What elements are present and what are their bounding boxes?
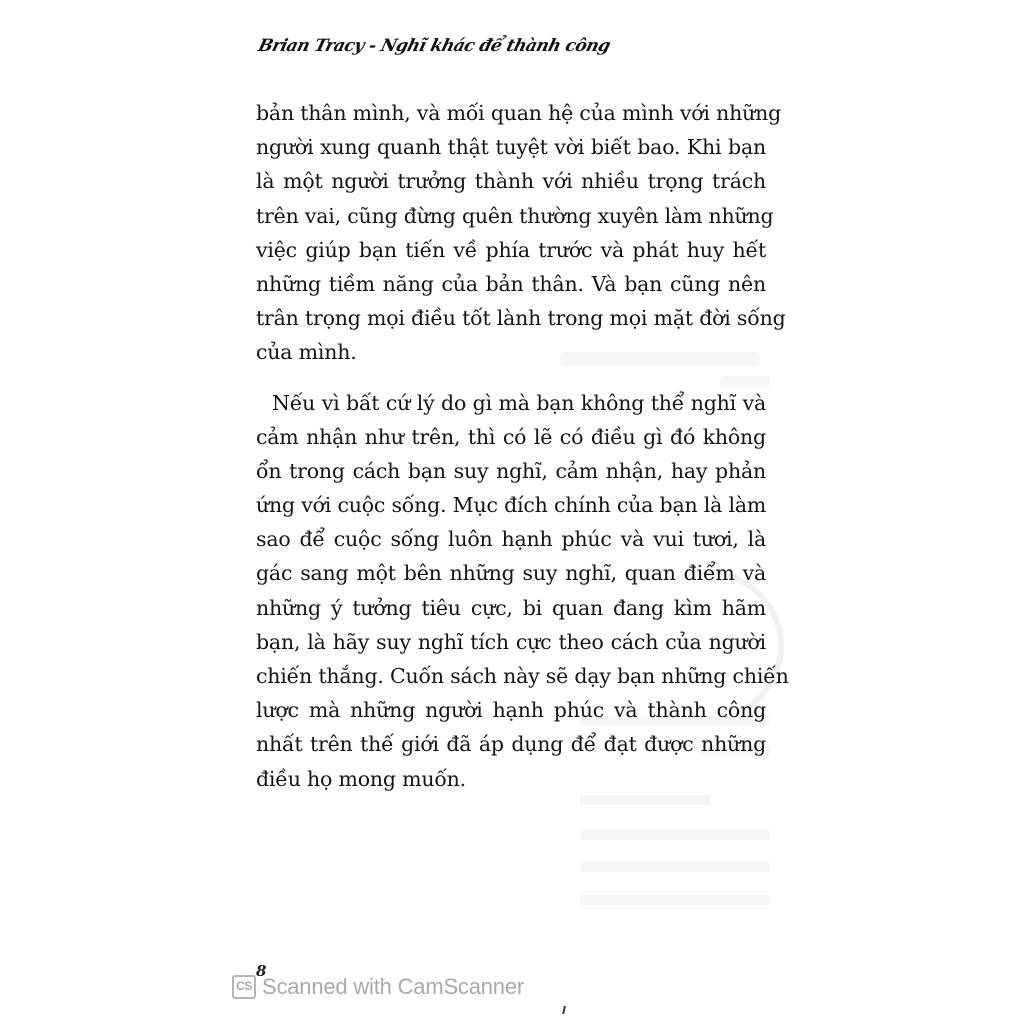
watermark-text: Scanned with CamScanner — [262, 974, 524, 999]
text-line: ổn trong cách bạn suy nghĩ, cảm nhận, hay phản — [256, 458, 766, 483]
paragraph-2 — [256, 386, 789, 796]
show-through-ghost — [580, 830, 770, 840]
text-line: Nếu vì bất cứ lý do gì mà bạn không thể nghĩ và — [272, 390, 766, 415]
text-line: nhất trên thế giới đã áp dụng để đạt được những — [256, 732, 766, 757]
camscanner-watermark — [232, 974, 524, 1000]
text-line: người xung quanh thật tuyệt vời biết bao. Khi bạn — [256, 135, 766, 160]
text-line: bạn, là hãy suy nghĩ tích cực theo cách của người — [256, 629, 766, 654]
text-line: bản thân mình, và mối quan hệ của mình với những — [256, 101, 782, 125]
text-line: gác sang một bên những suy nghĩ, quan điểm và — [256, 561, 766, 586]
text-line: chiến thắng. Cuốn sách này sẽ dạy bạn những chiến — [256, 664, 789, 688]
show-through-ghost — [580, 895, 770, 905]
show-through-ghost — [580, 862, 770, 872]
text-line: lược mà những người hạnh phúc và thành công — [256, 698, 766, 723]
text-line: sao để cuộc sống luôn hạnh phúc và vui tươi, là — [256, 527, 766, 552]
text-line: trên vai, cũng đừng quên thường xuyên làm những — [256, 203, 774, 228]
paragraph-1 — [256, 96, 786, 370]
body-text — [256, 96, 789, 796]
text-line: những ý tưởng tiêu cực, bi quan đang kìm hãm — [256, 595, 766, 620]
scan-artifact-mark — [562, 1006, 566, 1014]
text-line: việc giúp bạn tiến về phía trước và phát huy hết — [256, 237, 766, 262]
text-line: những tiềm năng của bản thân. Và bạn cũng nên — [256, 271, 766, 296]
page-number: 8 — [256, 962, 267, 980]
text-line: là một người trưởng thành với nhiều trọng trách — [256, 169, 766, 194]
paragraph-gap — [256, 370, 766, 386]
text-line: ứng với cuộc sống. Mục đích chính của bạn là làm — [256, 493, 767, 518]
text-line: cảm nhận như trên, thì có lẽ có điều gì đó không — [256, 424, 766, 449]
text-line: điều họ mong muốn. — [256, 766, 466, 791]
text-line: trân trọng mọi điều tốt lành trong mọi mặt đời sống — [256, 306, 786, 331]
text-line: của mình. — [256, 340, 357, 365]
show-through-ghost — [580, 795, 710, 805]
camscanner-logo-icon: CS — [232, 975, 256, 999]
running-header: Brian Tracy - Nghĩ khác để thành công — [256, 36, 613, 56]
